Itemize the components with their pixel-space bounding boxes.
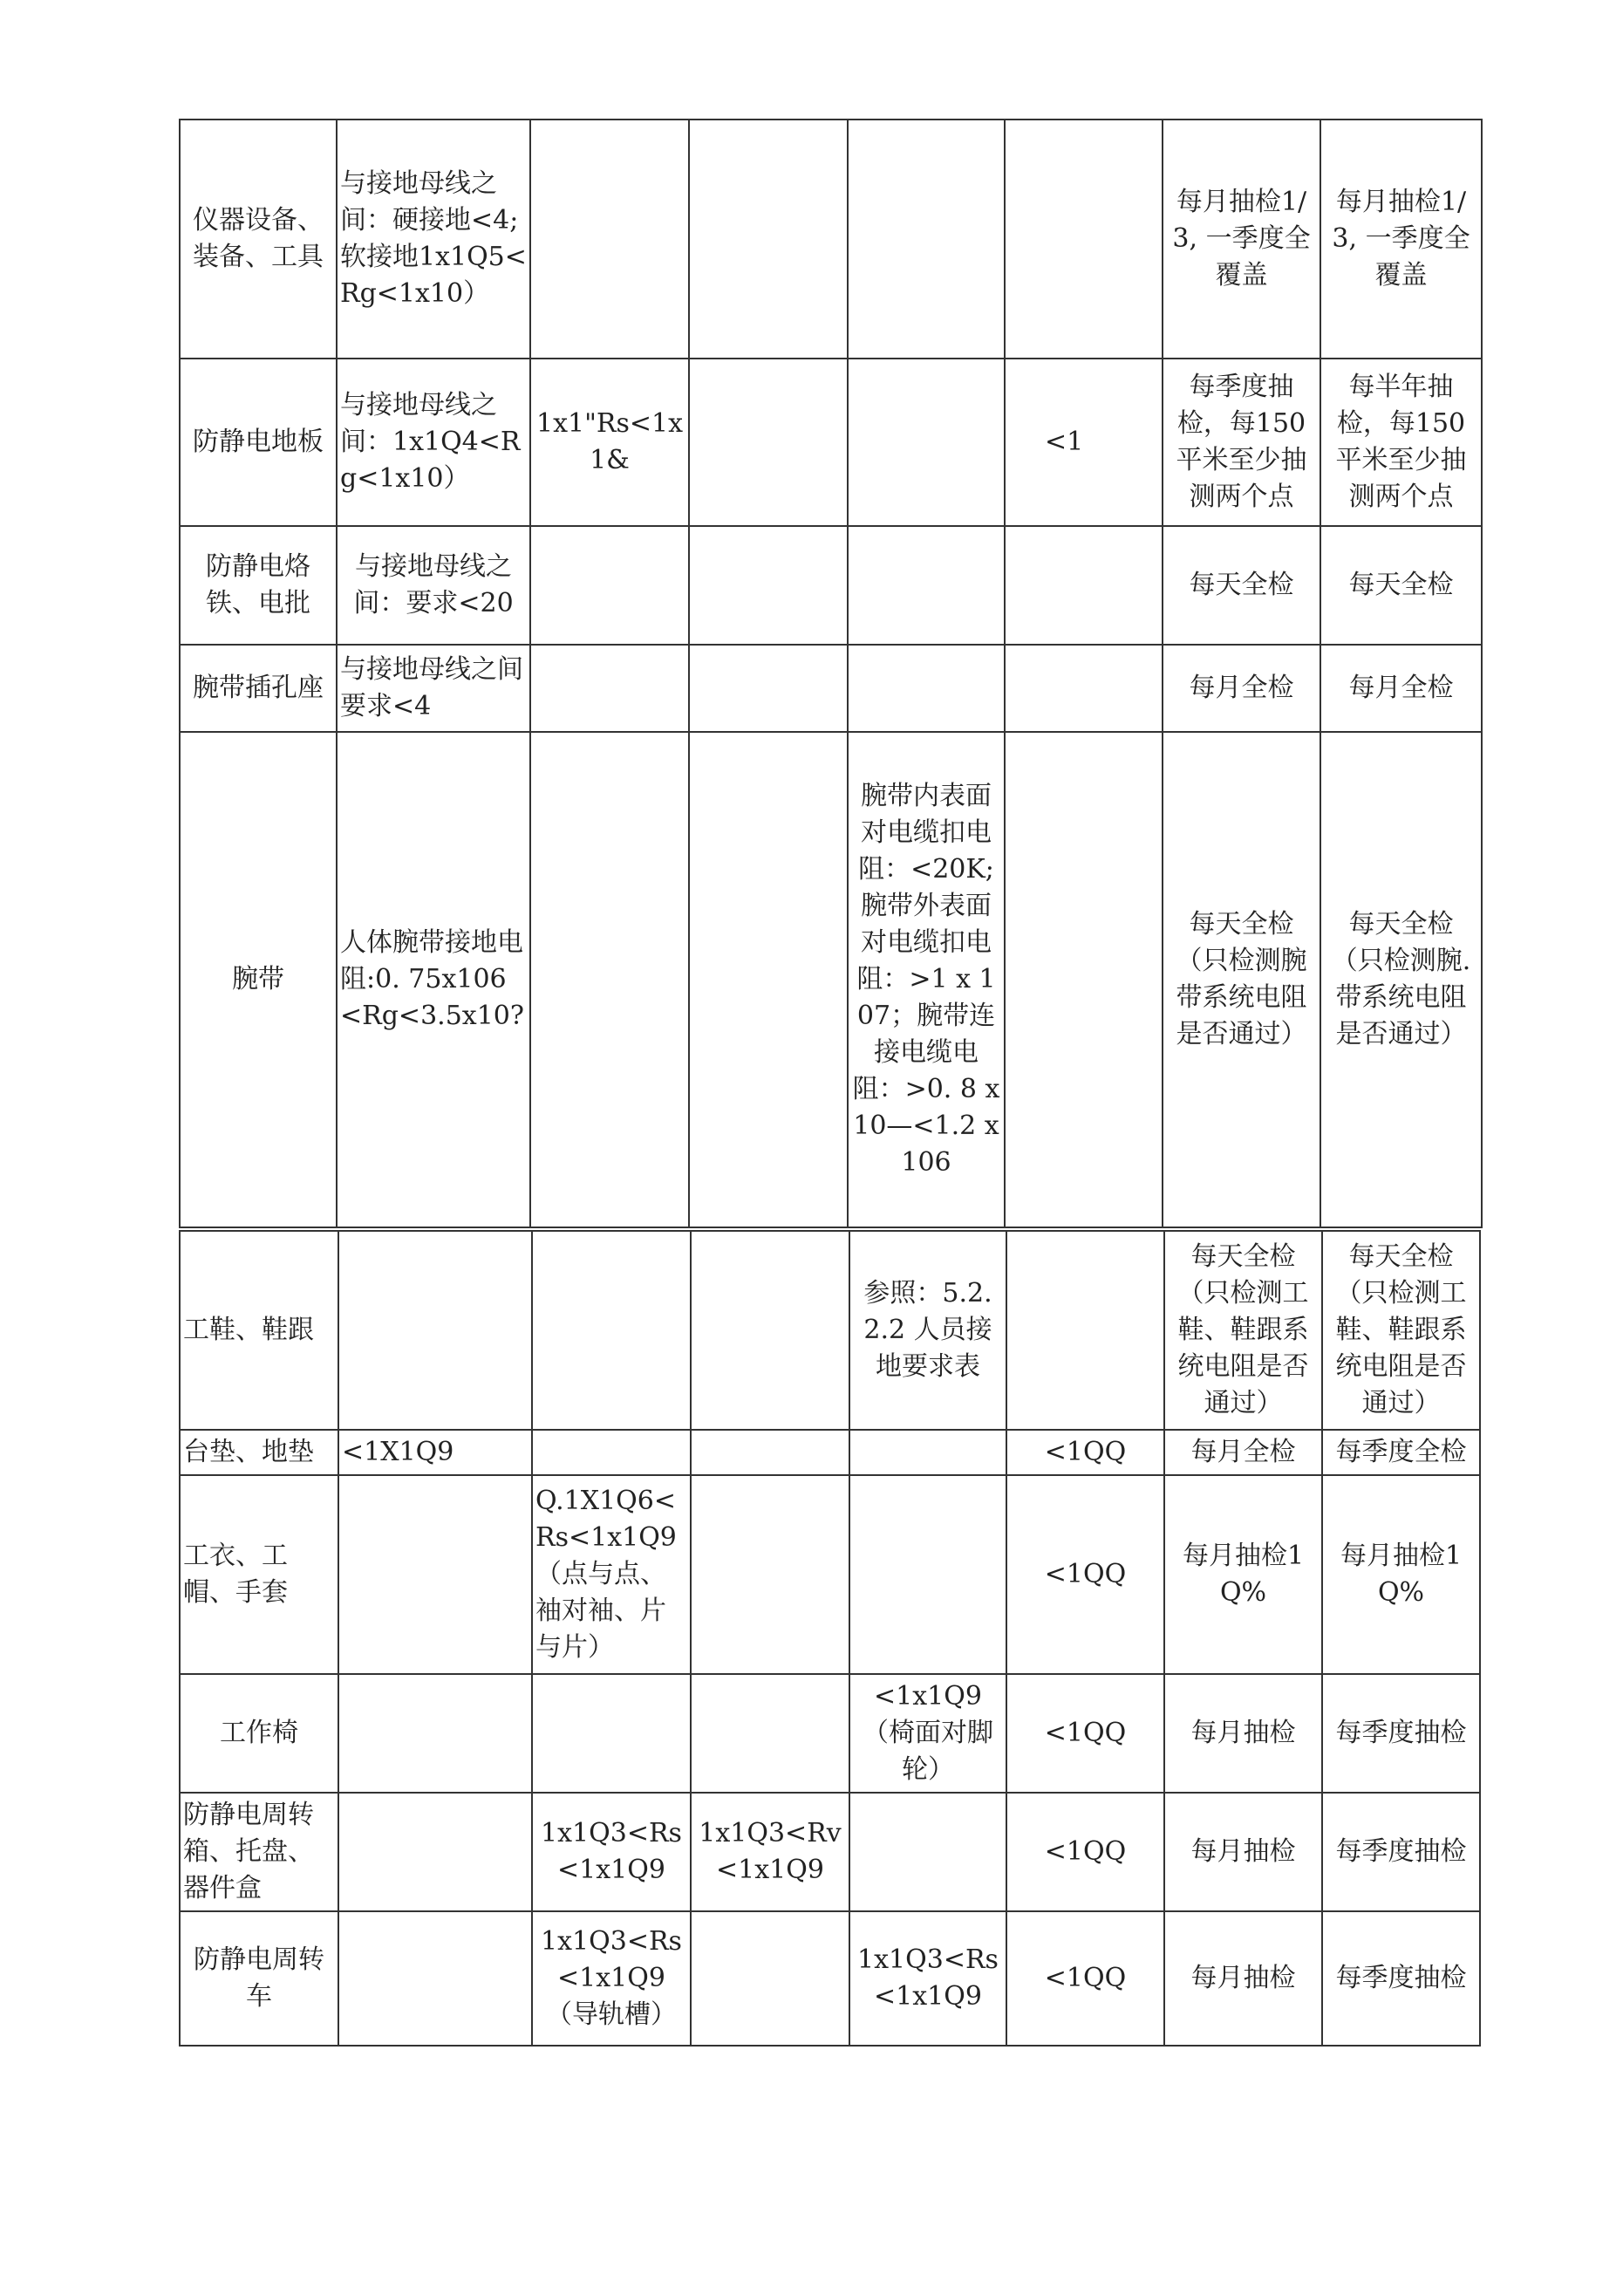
item-cell: 工衣、工帽、手套 — [180, 1475, 338, 1674]
table-row — [180, 645, 1482, 732]
cell: 每月抽检 — [1164, 1793, 1322, 1911]
cell — [530, 120, 689, 359]
cell — [530, 732, 689, 1227]
item-cell: 腕带插孔座 — [180, 645, 337, 732]
cell — [532, 1430, 691, 1475]
cell: 每月抽检1Q% — [1322, 1475, 1480, 1674]
cell: 每天全检（只检测腕.带系统电阻是否通过） — [1320, 732, 1482, 1227]
cell: <1QQ — [1006, 1475, 1164, 1674]
cell — [689, 732, 848, 1227]
cell — [530, 526, 689, 645]
cell: 每月抽检1/3, 一季度全覆盖 — [1320, 120, 1482, 359]
cell: 每月全检 — [1164, 1430, 1322, 1475]
table-row — [180, 1911, 1480, 2046]
cell: 每月全检 — [1320, 645, 1482, 732]
cell — [848, 120, 1005, 359]
cell: Q.1X1Q6<Rs<1x1Q9（点与点、袖对袖、片与片） — [532, 1475, 691, 1674]
cell — [1005, 526, 1163, 645]
cell — [1005, 732, 1163, 1227]
cell — [338, 1674, 532, 1793]
item-cell: 防静电烙铁、电批 — [180, 526, 337, 645]
cell: 1x1Q3<Rv<1x1Q9 — [691, 1793, 849, 1911]
cell: 与接地母线之间要求<4 — [337, 645, 530, 732]
cell — [849, 1430, 1006, 1475]
cell — [849, 1475, 1006, 1674]
cell: <1X1Q9 — [338, 1430, 532, 1475]
cell — [338, 1475, 532, 1674]
cell: 每天全检（只检测工鞋、鞋跟系统电阻是否通过） — [1164, 1231, 1322, 1430]
cell — [691, 1475, 849, 1674]
item-cell: 防静电周转车 — [180, 1911, 338, 2046]
cell: 参照：5.2.2.2 人员接地要求表 — [849, 1231, 1006, 1430]
item-cell: 工鞋、鞋跟 — [180, 1231, 338, 1430]
lower-inspection-table — [179, 1230, 1481, 2047]
cell: 腕带内表面对电缆扣电阻：<20K;腕带外表面对电缆扣电阻：>1 x 107；腕带连接电缆电阻：>0. 8 x 10—<1.2 x 106 — [848, 732, 1005, 1227]
cell — [530, 645, 689, 732]
cell — [689, 359, 848, 526]
cell: 与接地母线之间：要求<20 — [337, 526, 530, 645]
cell — [532, 1674, 691, 1793]
cell — [338, 1911, 532, 2046]
cell — [848, 645, 1005, 732]
cell — [338, 1793, 532, 1911]
table-row — [180, 1475, 1480, 1674]
item-cell: 台垫、地垫 — [180, 1430, 338, 1475]
upper-inspection-table — [179, 119, 1483, 1228]
cell: 1x1Q3<Rs<1x1Q9（导轨槽） — [532, 1911, 691, 2046]
cell: 每月抽检1/3, 一季度全覆盖 — [1163, 120, 1320, 359]
cell: 每半年抽检，每150平米至少抽测两个点 — [1320, 359, 1482, 526]
item-cell: 工作椅 — [180, 1674, 338, 1793]
cell: <1x1Q9（椅面对脚轮） — [849, 1674, 1006, 1793]
cell: 每季度抽检，每150平米至少抽测两个点 — [1163, 359, 1320, 526]
cell — [691, 1911, 849, 2046]
cell: 每天全检（只检测工鞋、鞋跟系统电阻是否通过） — [1322, 1231, 1480, 1430]
cell — [691, 1674, 849, 1793]
cell — [691, 1430, 849, 1475]
cell: 每季度抽检 — [1322, 1674, 1480, 1793]
item-cell: 防静电地板 — [180, 359, 337, 526]
item-cell: 仪器设备、装备、工具 — [180, 120, 337, 359]
cell — [691, 1231, 849, 1430]
cell: 每天全检 — [1320, 526, 1482, 645]
cell — [532, 1231, 691, 1430]
cell: 人体腕带接地电阻:0. 75x106<Rg<3.5x10? — [337, 732, 530, 1227]
table-row — [180, 526, 1482, 645]
cell: 每季度抽检 — [1322, 1793, 1480, 1911]
cell: 每月抽检1Q% — [1164, 1475, 1322, 1674]
cell: 1x1Q3<Rs<1x1Q9 — [849, 1911, 1006, 2046]
cell: 每天全检 — [1163, 526, 1320, 645]
cell: <1 — [1005, 359, 1163, 526]
cell — [1005, 120, 1163, 359]
cell — [848, 359, 1005, 526]
cell — [849, 1793, 1006, 1911]
cell: 与接地母线之间：1x1Q4<Rg<1x10） — [337, 359, 530, 526]
table-row — [180, 1430, 1480, 1475]
cell — [689, 645, 848, 732]
cell: <1QQ — [1006, 1911, 1164, 2046]
table-row — [180, 732, 1482, 1227]
cell: 每季度全检 — [1322, 1430, 1480, 1475]
item-cell: 防静电周转箱、托盘、器件盒 — [180, 1793, 338, 1911]
cell — [1006, 1231, 1164, 1430]
cell: 每季度抽检 — [1322, 1911, 1480, 2046]
table-row — [180, 120, 1482, 359]
table-row — [180, 359, 1482, 526]
cell: 每月抽检 — [1164, 1674, 1322, 1793]
cell: <1QQ — [1006, 1430, 1164, 1475]
table-row — [180, 1674, 1480, 1793]
cell: 每月抽检 — [1164, 1911, 1322, 2046]
cell: <1QQ — [1006, 1674, 1164, 1793]
cell — [338, 1231, 532, 1430]
cell: 与接地母线之间：硬接地<4;软接地1x1Q5<Rg<1x10） — [337, 120, 530, 359]
table-row — [180, 1231, 1480, 1430]
cell — [848, 526, 1005, 645]
table-row — [180, 1793, 1480, 1911]
cell — [1005, 645, 1163, 732]
item-cell: 腕带 — [180, 732, 337, 1227]
cell — [689, 526, 848, 645]
cell: 1x1"Rs<1x1& — [530, 359, 689, 526]
cell: 每天全检（只检测腕带系统电阻是否通过） — [1163, 732, 1320, 1227]
cell: 每月全检 — [1163, 645, 1320, 732]
cell: 1x1Q3<Rs<1x1Q9 — [532, 1793, 691, 1911]
cell — [689, 120, 848, 359]
cell: <1QQ — [1006, 1793, 1164, 1911]
